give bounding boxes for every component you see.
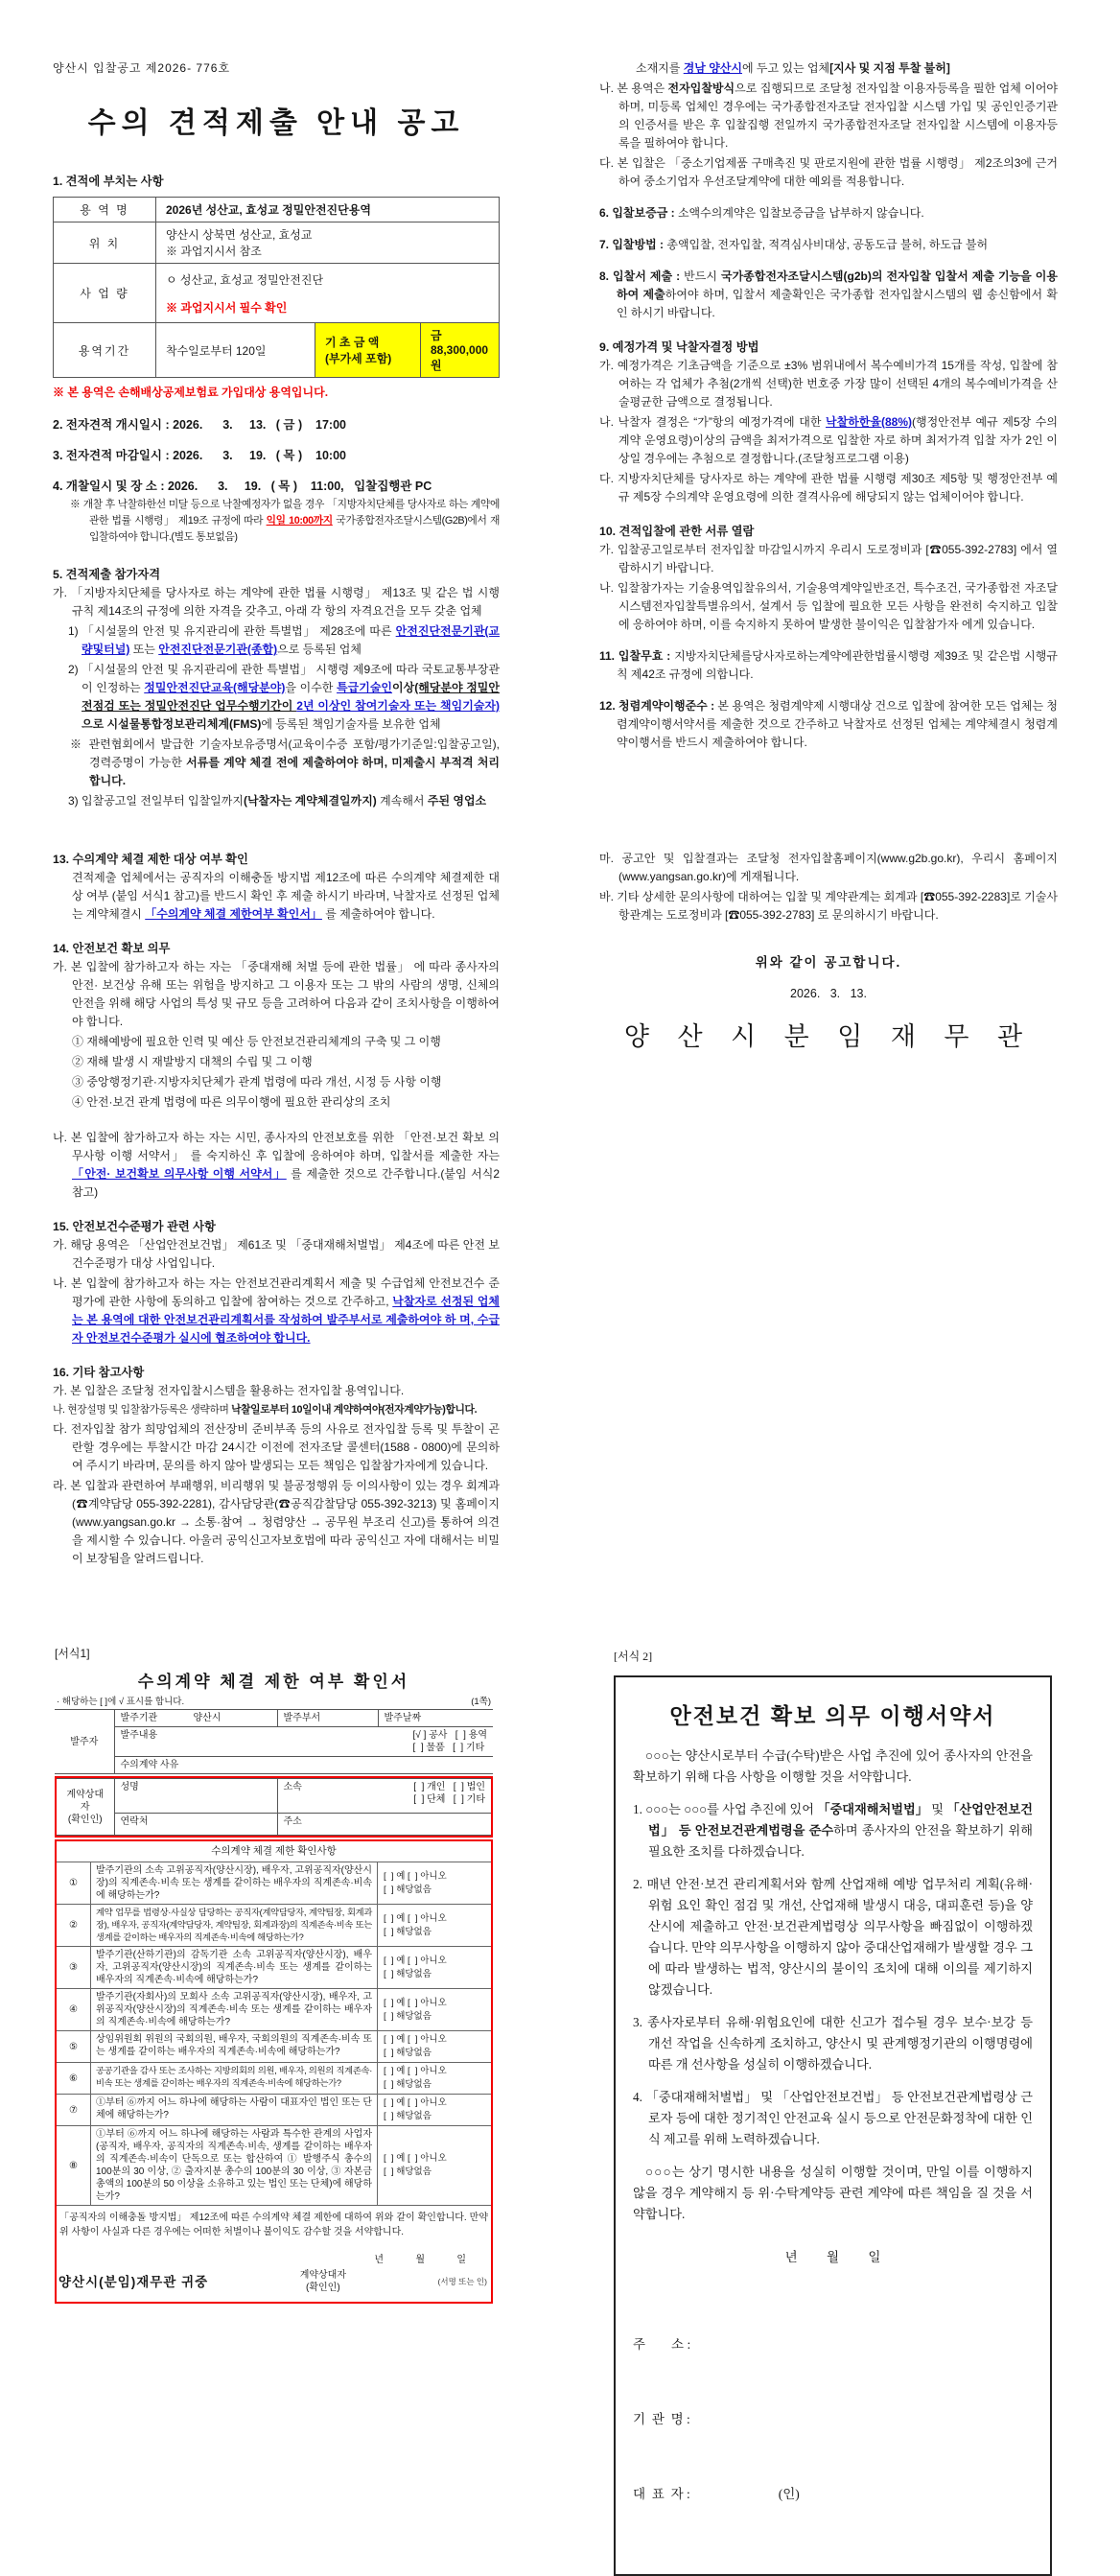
form1-block — [55, 1648, 493, 2304]
belong-label: 소속 — [283, 1782, 302, 1792]
row7-question: ①부터 ⑥까지 어느 하나에 해당하는 사람이 대표자인 법인 또는 단체에 해당하는가? — [91, 2095, 378, 2125]
party-contact-cell: 연락처 — [114, 1814, 277, 1836]
party-belong-cell — [277, 1779, 491, 1814]
scope-line1: ㅇ 성산교, 효성교 정밀안전진단 — [166, 272, 324, 287]
section-14-item-ga: 가. 본 입찰에 참가하고자 하는 자는 「중대재해 처벌 등에 관한 법률」 에 따라 종사자의 안전· 보건상 유해 또는 위험을 방지하고 그 이용자 또는 그 밖의 사람의 생명, 신체의 안전을 위해 해당 사업의 특성 및 규모 등을 고려하여 다음과 같이 조치사항을 이행하여야 합니다. — [53, 960, 500, 1028]
section-9-item-na: 나. 낙찰자 결정은 “가”항의 예정가격에 대한 낙찰하한율(88%)(행정안전부 예규 제5장 수의 계약 운영요령)이상의 금액을 최저가격으로 입찰한 자로 하며 최저가격 입찰 자가 2인 이상일 경우에는 추첨으로 결정합니다.(조달청프로그램 이용) — [599, 415, 1058, 465]
cell-service-name: 2026년 성산교, 효성교 정밀안전진단용역 — [156, 198, 500, 222]
form1-check-instruction: · 해당하는 [ ]에 √ 표시를 합니다. — [57, 1697, 185, 1707]
party-name-cell: 성명 — [114, 1779, 277, 1814]
contract-party-table — [57, 1778, 491, 1836]
row2-question: 계약 업무를 법령상·사실상 담당하는 공직자(계약담당자, 계약팀장, 회계과장), 배우자, 공직자(계약담당자, 계약팀장, 회계과장)의 직계존속·비속 또는 생계를 같이하는 배우자의 직계존속·비속에 해당하는가? — [91, 1905, 378, 1946]
section-14-heading: 14. 안전보건 확보 의무 — [53, 942, 171, 955]
section-14-sub-1: ① 재해예방에 필요한 인력 및 예산 등 안전보건관리체계의 구축 및 그 이행 — [72, 1035, 441, 1048]
section-4-heading: 4. 개찰일시 및 장 소 : 2026. 3. 19. ( 목 ) 11:00, 입찰집행관 PC — [53, 480, 432, 493]
form2-title: 안전보건 확보 의무 이행서약서 — [669, 1703, 996, 1728]
page4-block — [599, 848, 1058, 1053]
section-5-item-2: 2) 「시설물의 안전 및 유지관리에 관한 특별법」 시행령 제9조에 따라 국토교통부장관이 인정하는 정밀안전진단교육(해당분야)을 이수한 특급기술인이상(해당분야 정밀안전점검 또는 정밀안전진단 업무수행기간이 2년 이상인 참여기술자 또는 책임기술자)으로 시설물통합정보관리체계(FMS)에 등록된 책임기술자를 보유한 업체 — [68, 663, 501, 731]
form2-address-label: 주 소 : — [633, 2337, 691, 2352]
section-15-heading: 15. 안전보건수준평가 관련 사항 — [53, 1220, 216, 1233]
form1-sign-note: (서명 또는 인) — [437, 2276, 487, 2286]
section-1-heading: 1. 견적에 부치는 사항 — [53, 175, 164, 188]
party-group-label — [57, 1779, 114, 1836]
page2-block — [599, 58, 1058, 752]
section-5-item-ga: 가. 「지방자치단체를 당사자로 하는 계약에 관한 법률 시행령」 제13조 및 같은 법 시행 규칙 제14조의 규정에 의한 자격을 갖추고, 아래 각 항의 자격요건을 모두 갖춘 업체 — [53, 586, 500, 618]
cell-scope — [156, 264, 500, 323]
reason-cell: 수의계약 사유 — [114, 1757, 493, 1774]
row4-number: ④ — [57, 1989, 91, 2030]
form1-signature-row — [57, 2266, 491, 2302]
orderer-group-label: 발주자 — [55, 1710, 114, 1774]
cell-base-amount-label — [315, 323, 421, 378]
row1-answer-options: [ ] 예 [ ] 아니오 — [384, 1870, 447, 1882]
issuing-authority: 양 산 시 분 임 재 무 관 — [623, 1022, 1034, 1051]
content-label: 발주내용 — [120, 1730, 158, 1741]
cell-base-amount: 금88,300,000원 — [421, 323, 500, 378]
row8-question: ①부터 ⑥까지 어느 하나에 해당하는 사람과 특수한 관계의 사업자(공직자, 배우자, 공직자의 직계존속·비속, 생계를 같이하는 배우자의 직계존속·비속이 단독으로 또는 합산하여 ① 발행주식 총수의 100분의 30 이상, ② 출자지분 총수의 100분의 30 이상, ③ 자본금 총액의 100분의 50 이상을 소유하고 있는 법인 또는 단체)에 해당하는가? — [91, 2126, 378, 2205]
section-5-item-da: 다. 본 입찰은 「중소기업제품 구매촉진 및 판로지원에 관한 법률 시행령」 제2조의3에 근거 하여 중소기업자 우선조달계약에 대한 예외를 적용합니다. — [599, 156, 1058, 188]
cell-period-label: 용역기간 — [54, 323, 156, 378]
check-row-2 — [57, 1904, 491, 1946]
page3-block — [53, 850, 500, 1568]
section-14-sub-4: ④ 안전·보건 관계 법령에 따른 의무이행에 필요한 관리상의 조치 — [72, 1095, 391, 1109]
form2-block — [614, 1648, 1052, 2576]
announcement-statement: 위와 같이 공고합니다. — [755, 955, 902, 970]
cell-scope-label: 사 업 량 — [54, 264, 156, 323]
check-row-3 — [57, 1946, 491, 1988]
section-2-heading: 2. 전자견적 개시일시 : 2026. 3. 13. ( 금 ) 17:00 — [53, 418, 346, 432]
base-amount-label2: (부가세 포함) — [325, 352, 392, 365]
row7-na-option: [ ] 해당없음 — [384, 2111, 432, 2121]
section-16-item-da: 다. 전자입찰 참가 희망업체의 전산장비 준비부족 등의 사유로 전자입찰 등록 및 투찰이 곤란할 경우에는 투찰시간 마감 24시간 이전에 전자조달 콜센터(1588 - 0800)에 문의하여 주시기 바라며, 문의를 하지 않아 발생되는 모든 책임은 입찰참가자에게 있습니다. — [53, 1422, 500, 1472]
party-type-row2: [ ] 단체 [ ] 기타 — [413, 1794, 485, 1805]
row3-na-option: [ ] 해당없음 — [384, 1968, 432, 1979]
orderer-date-cell: 발주날짜 — [378, 1710, 493, 1727]
section-9-item-da: 다. 지방자치단체를 당사자로 하는 계약에 관한 법률 시행령 제30조 제5항 및 행정안전부 예규 제5장 수의계약 운영요령에 의한 결격사유에 해당되지 않는 업체이어야 합니다. — [599, 472, 1058, 503]
content-checkbox-row2: [ ] 물품 [ ] 기타 — [412, 1743, 485, 1753]
section-9-item-ga: 가. 예정가격은 기초금액을 기준으로 ±3% 범위내에서 복수예비가격 15개를 작성, 입찰에 참여하는 각 업체가 추첨(2개씩 선택)한 번호중 가장 많이 선택된 4개의 복수예비가격을 산술평균한 금액으로 결정됩니다. — [599, 359, 1058, 409]
base-amount-label1: 기 초 금 액 — [325, 336, 380, 349]
signer-line1: 계약상대자 — [299, 2270, 346, 2281]
row1-number: ① — [57, 1862, 91, 1904]
party-label-line2: (확인인) — [67, 1814, 103, 1825]
row3-answer-options: [ ] 예 [ ] 아니오 — [384, 1955, 447, 1966]
row6-answer-options: [ ] 예 [ ] 아니오 — [384, 2066, 447, 2076]
section-10-heading: 10. 견적입찰에 관한 서류 열람 — [599, 525, 755, 538]
location-line1: 양산시 상북면 성산교, 효성교 — [166, 228, 313, 242]
form2-item-4: 4. 「중대재해처벌법」 및 「산업안전보건법」 등 안전보건관계법령상 근로자 등에 대한 정기적인 안전교육 실시 등으로 안전문화정착에 대한 인식 제고를 위해 노력하겠습니다. — [633, 2090, 1033, 2146]
check-row-8 — [57, 2125, 491, 2205]
row2-na-option: [ ] 해당없음 — [384, 1926, 432, 1937]
party-address-cell: 주소 — [277, 1814, 491, 1836]
check-row-5 — [57, 2030, 491, 2062]
form2-date-line: 년 월 일 — [784, 2250, 881, 2264]
section-5-item-3: 3) 입찰공고일 전일부터 입찰일까지(낙찰자는 계약체결일까지) 계속해서 주된 영업소 — [68, 794, 487, 808]
agency-label: 발주기관 — [120, 1713, 158, 1723]
form2-intro: ○○○는 양산시로부터 수급(수탁)받은 사업 추진에 있어 종사자의 안전을 확보하기 위해 다음 사항을 이행할 것을 서약합니다. — [633, 1748, 1033, 1784]
contract-party-box — [55, 1776, 493, 1838]
form2-signature-block — [633, 2283, 1033, 2557]
orderer-agency-cell — [114, 1710, 277, 1727]
section-16-heading: 16. 기타 참고사항 — [53, 1366, 145, 1379]
insurance-note: ※ 본 용역은 손해배상공제보험료 가입대상 용역입니다. — [53, 386, 329, 399]
section-7: 7. 입찰방법 : 총액입찰, 전자입찰, 적격심사비대상, 공동도급 불허, 하도급 불허 — [599, 238, 989, 251]
section-15-item-na: 나. 본 입찰에 참가하고자 하는 자는 안전보건관리계획서 제출 및 수급업체 안전보건수 준평가에 관한 사항에 동의하고 입찰에 참여하는 것으로 간주하고, 낙찰자로 선정된 업체는 본 용역에 대한 안전보건관리계획서를 작성하여 발주부서로 제출하여야 하 며, 수급자 안전보건수준평가 실시에 협조하여야 합니다. — [53, 1276, 500, 1345]
restriction-check-header: 수의계약 체결 제한 확인사항 — [211, 1845, 337, 1857]
section-12: 12. 청렴계약이행준수 : 본 용역은 청렴계약제 시행대상 건으로 입찰에 참여한 모든 업체는 청렴계약이행서약서를 제출한 것으로 간주하고 낙찰자로 선정된 업체는 계약체결시 청렴계약이행서를 반드시 제출하여야 합니다. — [599, 699, 1059, 749]
row5-na-option: [ ] 해당없음 — [384, 2048, 432, 2058]
row6-number: ⑥ — [57, 2063, 91, 2094]
section-4-note: ※ 개찰 후 낙찰하한선 미달 등으로 낙찰예정자가 없을 경우 「지방자치단체를 당사자로 하는 계약에 관한 법률 시행령」 제19조 규정에 따라 익일 10:00까지 국가종합전자조달시스템(G2B)에서 재입찰하여야 합니다.(별도 통보없음) — [70, 499, 500, 543]
agency-value: 양산시 — [193, 1713, 222, 1723]
row5-answer-options: [ ] 예 [ ] 아니오 — [384, 2034, 447, 2045]
form1-orderer-table — [55, 1709, 493, 1774]
section-16-item-ma: 마. 공고안 및 입찰결과는 조달청 전자입찰홈페이지(www.g2b.go.kr), 우리시 홈페이지 (www.yangsan.go.kr)에 게재됩니다. — [599, 852, 1058, 883]
check-row-4 — [57, 1988, 491, 2030]
section-11: 11. 입찰무효 : 지방자치단체를당사자로하는계약에관한법률시행령 제39조 및 같은법 시행규칙 제42조 규정에 의합니다. — [599, 649, 1058, 681]
form2-item-1: 1. ○○○는 ○○○를 사업 추진에 있어 「중대재해처벌법」 및 「산업안전보건법」 등 안전보건관계법령을 준수하며 종사자의 안전을 확보하기 위해 필요한 조치를 다하겠습니다. — [633, 1802, 1033, 1859]
row8-number: ⑧ — [57, 2126, 91, 2205]
cell-service-name-label: 용 역 명 — [54, 198, 156, 222]
form1-date-line: 년 월 일 — [374, 2255, 466, 2265]
row4-na-option: [ ] 해당없음 — [384, 2010, 432, 2022]
section-5-item-na: 나. 본 용역은 전자입찰방식으로 집행되므로 조달청 전자입찰 이용자등록을 필한 업체 이어야 하며, 미등록 업체인 경우에는 국가종합전자조달 전자입찰 시스템 가입 및 공인인증기관의 인증서를 받은 후 입찰집행 전일까지 국가종합전자조달 전자입찰 시스템에 이용자등록을 필하여야 합니다. — [599, 82, 1059, 150]
section-13-heading: 13. 수의계약 체결 제한 대상 여부 확인 — [53, 853, 248, 866]
form2-item-3: 3. 종사자로부터 유해·위험요인에 대한 신고가 접수될 경우 보수·보강 등 개선 작업을 신속하게 조치하고, 양산시 및 관계행정기관의 이행명령에 따른 개 선사항을 성실히 이행하겠습니다. — [633, 2015, 1033, 2072]
row5-number: ⑤ — [57, 2031, 91, 2062]
check-row-1 — [57, 1862, 491, 1904]
section-6: 6. 입찰보증금 : 소액수의계약은 입찰보증금을 납부하지 않습니다. — [599, 206, 924, 220]
row3-question: 발주기관(산하기관)의 감독기관 소속 고위공직자(양산시장), 배우자, 고위공직자(양산시장)의 직계존속·비속 또는 생계를 같이하는 배우자의 직계존속·비속에 해당하는가? — [91, 1947, 378, 1988]
form2-label: [서식 2] — [614, 1650, 653, 1663]
form2-org-label: 기 관 명 : — [633, 2412, 690, 2426]
section-16-item-ba: 바. 기타 상세한 문의사항에 대하여는 입찰 및 계약관계는 회계과 [☎055-392-2283]로 기술사항관계는 도로정비과 [☎055-392-2783] 로 문의하시기 바랍니다. — [599, 890, 1058, 922]
section-14-sub-3: ③ 중앙행정기관·지방자치단체가 관계 법령에 따라 개선, 시정 등 사항 이행 — [72, 1075, 442, 1089]
page1-block — [53, 59, 500, 810]
section-16-item-ga: 가. 본 입찰은 조달청 전자입찰시스템을 활용하는 전자입찰 용역입니다. — [53, 1384, 405, 1397]
bid-info-table — [53, 197, 500, 378]
section-13-body: 견적제출 업체에서는 공직자의 이해충돌 방지법 제12조에 따른 수의계약 체결제한 대상 여부 (붙임 서식1 참고)를 반드시 확인 후 제출 하시기 바라며, 낙찰자로 선정된 업체는 계약체결시 「수의계약 체결 제한여부 확인서」 를 제출하여야 합니다. — [72, 871, 500, 921]
row8-answer-options: [ ] 예 [ ] 아니오 — [384, 2153, 447, 2164]
cell-period: 착수일로부터 120일 — [156, 323, 315, 378]
check-row-7 — [57, 2094, 491, 2125]
row3-number: ③ — [57, 1947, 91, 1988]
row7-answer-options: [ ] 예 [ ] 아니오 — [384, 2097, 447, 2108]
section-5-item-1: 1) 「시설물의 안전 및 유지관리에 관한 특별법」 제28조에 따른 안전진단전문기관(교량및터널) 또는 안전진단전문기관(종합)으로 등록된 업체 — [68, 624, 500, 656]
form1-title: 수의계약 체결 제한 여부 확인서 — [137, 1673, 410, 1691]
signer-line2: (확인인) — [306, 2283, 340, 2293]
section-8: 8. 입찰서 제출 : 반드시 국가종합전자조달시스템(g2b)의 전자입찰 입찰서 제출 기능을 이용하여 제출하여야 하며, 입찰서 제출확인은 국가종합 전자입찰시스템의 웹 송신함에서 확인 하시기 바랍니다. — [599, 269, 1059, 319]
form1-page-number: (1쪽) — [471, 1697, 491, 1707]
row6-na-option: [ ] 해당없음 — [384, 2079, 432, 2090]
section-14-sub-2: ② 재해 발생 시 재발방지 대책의 수립 및 그 이행 — [72, 1055, 313, 1068]
section-14-item-na: 나. 본 입찰에 참가하고자 하는 자는 시민, 종사자의 안전보호를 위한 「안전·보건 확보 의무사항 이행 서약서」 를 숙지하신 후 입찰에 응하여야 하며, 입찰서를 제출한 자는 「안전· 보건확보 의무사항 이행 서약서」 를 제출한 것으로 간주합니다.(붙임 서식2 참고) — [53, 1131, 500, 1199]
content-checkbox-row1: [√ ] 공사 [ ] 용역 — [412, 1730, 487, 1741]
cell-location — [156, 222, 500, 264]
restriction-check-box — [55, 1839, 493, 2304]
form2-seal-mark: (인) — [778, 2487, 800, 2501]
form1-instruction — [55, 1695, 493, 1709]
row8-na-option: [ ] 해당없음 — [384, 2166, 432, 2177]
form2-rep-label: 대 표 자 : — [633, 2487, 690, 2501]
orderer-dept-cell: 발주부서 — [277, 1710, 378, 1727]
form1-recipient: 양산시(분임)재무관 귀중 — [58, 2274, 209, 2289]
row6-question: 공공기관을 감사 또는 조사하는 지방의회의 의원, 배우자, 의원의 직계존속·비속 또는 생계를 같이하는 배우자의 직계존속·비속에 해당하는가? — [91, 2063, 378, 2094]
doc-number: 양산시 입찰공고 제2026- 776호 — [53, 61, 231, 75]
section-5-heading: 5. 견적제출 참가자격 — [53, 568, 161, 581]
section-9-heading: 9. 예정가격 및 낙찰자결정 방법 — [599, 340, 759, 354]
section-15-item-ga: 가. 해당 용역은 「산업안전보건법」 제61조 및 「중대재해처벌법」 제4조에 따른 안전 보건수준평가 대상 사업입니다. — [53, 1238, 500, 1270]
row2-answer-options: [ ] 예 [ ] 아니오 — [384, 1912, 447, 1924]
page-title: 수의 견적제출 안내 공고 — [87, 107, 465, 139]
form1-confirm-statement: 「공직자의 이해충돌 방지법」 제12조에 따른 수의계약 체결 제한에 대하여 위와 같이 확인합니다. 만약 위 사항이 사실과 다른 경우에는 어떠한 처벌이나 불이익도 감수할 것을 서약합니다. — [57, 2205, 491, 2244]
section-16-item-na: 나. 현장설명 및 입찰참가등록은 생략하며 낙찰일로부터 10일이내 계약하여야(전자계약가능)합니다. — [53, 1404, 478, 1416]
row1-na-option: [ ] 해당없음 — [384, 1884, 432, 1895]
check-row-6 — [57, 2062, 491, 2094]
form1-signer — [300, 2269, 346, 2294]
form2-item-2: 2. 매년 안전·보건 관리계획서와 함께 산업재해 예방 업무처리 계획(유해·위험 요인 확인 점검 및 개선, 산업재해 발생시 대응, 대피훈련 등)을 양산시에 제출하고 안전·보건관계법령상 의무사항을 빠짐없이 이행하겠습니다. 만약 의무사항을 이행하지 않아 중대산업재해가 발생할 경우 그에 따라 발생하는 법적, 양산시의 불이익 조치에 대해 이의를 제기하지 않겠습니다. — [633, 1877, 1033, 1997]
form2-closing: ○○○는 상기 명시한 내용을 성실히 이행할 것이며, 만일 이를 이행하지 않을 경우 계약해지 등 위·수탁계약등 관련 계약에 따른 책임을 질 것을 서약합니다. — [633, 2165, 1033, 2221]
section-5-note: ※ 관련협회에서 발급한 기술자보유증명서(교육이수증 포함/평가기준일:입찰공고일), 경력증명이 가능한 서류를 계약 체결 전에 제출하여야 하며, 미제출시 부적격 처리합니다. — [70, 738, 501, 787]
cell-location-label: 위 치 — [54, 222, 156, 264]
section-16-item-ra: 라. 본 입찰과 관련하여 부패행위, 비리행위 및 불공정행위 등 이의사항이 있는 경우 회계과(☎계약담당 055-392-2281), 감사담당관(☎공직감찰담당 055-392-3213) 및 홈페이지 (www.yangsan.go.kr → 소통·참여 → 청렴양산 → 공무원 부조리 신고)를 통하여 의견을 제시할 수 있습니다. 아울러 공익신고자보호법에 따라 공익신고 자에 대해서는 비밀이 보장됨을 알려드립니다. — [53, 1479, 500, 1565]
location-line2: ※ 과업지시서 참조 — [166, 245, 262, 258]
row4-question: 발주기관(자회사)의 모회사 소속 고위공직자(양산시장), 배우자, 고위공직자(양산시장)의 직계존속·비속 또는 생계를 같이하는 배우자의 직계존속·비속에 해당하는가? — [91, 1989, 378, 2030]
section-5-continuation: 소재지를 경남 양산시에 두고 있는 업체[지사 및 지점 투찰 불허] — [636, 61, 950, 75]
form2-representative-line — [633, 2482, 1033, 2507]
row1-question: 발주기관의 소속 고위공직자(양산시장), 배우자, 고위공직자(양산시장)의 직계존속·비속 또는 생계를 같이하는 배우자의 직계존속·비속에 해당하는가? — [91, 1862, 378, 1904]
form2-pledge-box — [614, 1675, 1052, 2576]
scope-warning: ※ 과업지시서 필수 확인 — [166, 300, 288, 315]
announcement-date: 2026. 3. 13. — [790, 987, 867, 1000]
orderer-content-cell — [114, 1727, 493, 1757]
section-3-heading: 3. 전자견적 마감일시 : 2026. 3. 19. ( 목 ) 10:00 — [53, 449, 346, 462]
section-10-item-na: 나. 입찰참가자는 기술용역입찰유의서, 기술용역계약일반조건, 특수조건, 국가종합전 자조달시스템전자입찰특별유의서, 설계서 등 입찰에 필요한 모든 사항을 완전히 숙지하고 입찰에 응하여야 하며, 이를 숙지하지 못하여 발생한 불이익은 입찰참가자 에게 있습니다. — [599, 581, 1058, 631]
row2-number: ② — [57, 1905, 91, 1946]
form1-label: [서식1] — [55, 1647, 90, 1660]
section-10-item-ga: 가. 입찰공고일로부터 전자입찰 마감일시까지 우리시 도로정비과 [☎055-392-2783] 에서 열람하시기 바랍니다. — [599, 543, 1058, 574]
party-type-row1: [ ] 개인 [ ] 법인 — [413, 1782, 485, 1792]
row5-question: 상임위원회 위원의 국회의원, 배우자, 국회의원의 직계존속·비속 또는 생계를 같이하는 배우자의 직계존속·비속에 해당하는가? — [91, 2031, 378, 2062]
row7-number: ⑦ — [57, 2095, 91, 2125]
party-label-line1: 계약상대자 — [66, 1789, 105, 1813]
row4-answer-options: [ ] 예 [ ] 아니오 — [384, 1997, 447, 2008]
